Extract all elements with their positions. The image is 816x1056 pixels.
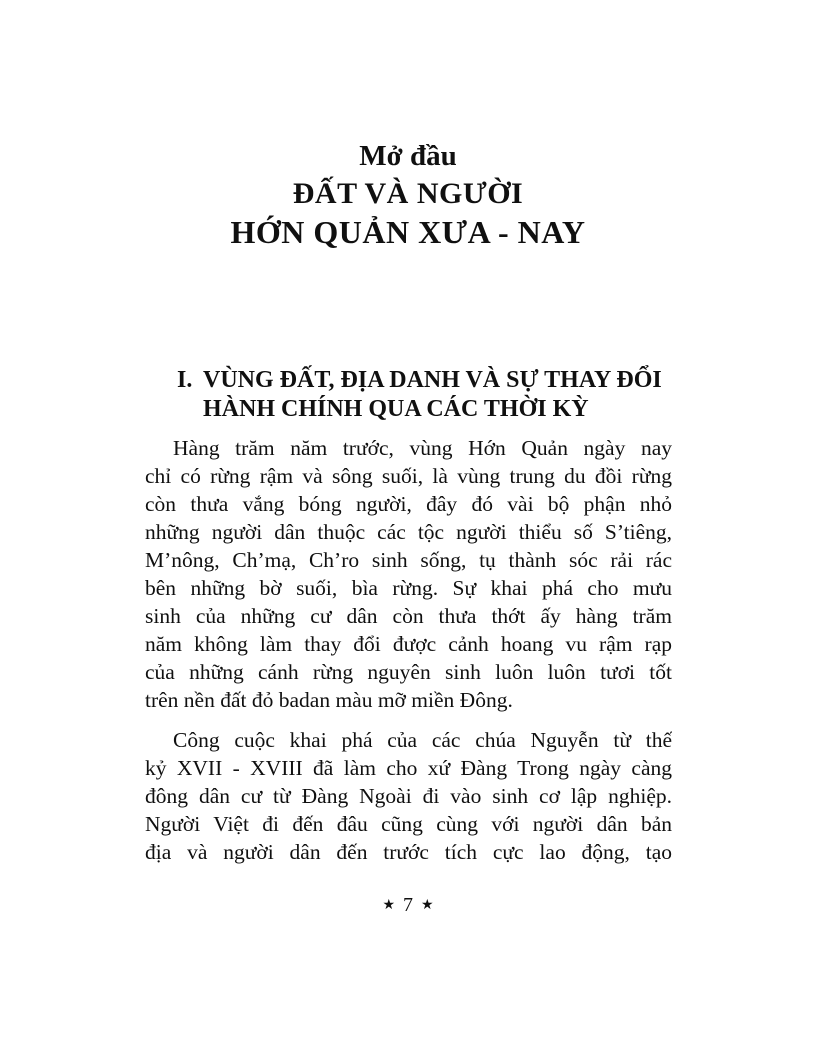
text-line: bên những bờ suối, bìa rừng. Sự khai phá cho mưu: [145, 576, 672, 600]
text-line: trên nền đất đỏ badan màu mỡ miền Đông.: [145, 688, 513, 712]
text-line: sinh của những cư dân còn thưa thớt ấy hàng trăm: [145, 604, 672, 628]
chapter-kicker: Mở đầu: [359, 140, 457, 172]
text-line: những người dân thuộc các tộc người thiểu số S’tiêng,: [145, 520, 672, 544]
section-heading-text: [203, 366, 662, 424]
section-heading-line-2: HÀNH CHÍNH QUA CÁC THỜI KỲ: [203, 396, 589, 422]
star-icon: ★: [382, 897, 395, 913]
chapter-title-block: [0, 137, 816, 252]
text-line: Người Việt đi đến đâu cũng cùng với người dân bản: [145, 812, 672, 836]
text-line: chỉ có rừng rậm và sông suối, là vùng trung du đồi rừng: [145, 464, 672, 488]
text-line: còn thưa vắng bóng người, đây đó vài bộ phận nhỏ: [145, 492, 672, 516]
text-line: năm không làm thay đổi được cảnh hoang vu rậm rạp: [145, 632, 672, 656]
section-heading-line-1: VÙNG ĐẤT, ĐỊA DANH VÀ SỰ THAY ĐỔI: [203, 367, 662, 393]
section-heading: [177, 366, 662, 424]
text-line: M’nông, Ch’mạ, Ch’ro sinh sống, tụ thành sóc rải rác: [145, 548, 672, 572]
section-number: I.: [177, 367, 193, 393]
text-line: của những cánh rừng nguyên sinh luôn luôn tươi tốt: [145, 660, 672, 684]
star-icon: ★: [421, 897, 434, 913]
page-footer: [0, 891, 816, 921]
paragraph-1: [145, 434, 672, 714]
paragraph-2: [145, 726, 672, 866]
text-line: kỷ XVII - XVIII đã làm cho xứ Đàng Trong ngày càng: [145, 756, 672, 780]
book-title-line-1: ĐẤT VÀ NGƯỜI: [292, 177, 524, 210]
text-line: đông dân cư từ Đàng Ngoài đi vào sinh cơ lập nghiệp.: [145, 784, 672, 808]
text-line: Hàng trăm năm trước, vùng Hớn Quản ngày nay: [173, 436, 672, 460]
book-title-line-2: HỚN QUẢN XƯA - NAY: [230, 214, 586, 250]
text-line: địa và người dân đến trước tích cực lao động, tạo: [145, 840, 672, 864]
text-line: Công cuộc khai phá của các chúa Nguyễn từ thế: [173, 728, 672, 752]
page-number: 7: [403, 894, 413, 916]
